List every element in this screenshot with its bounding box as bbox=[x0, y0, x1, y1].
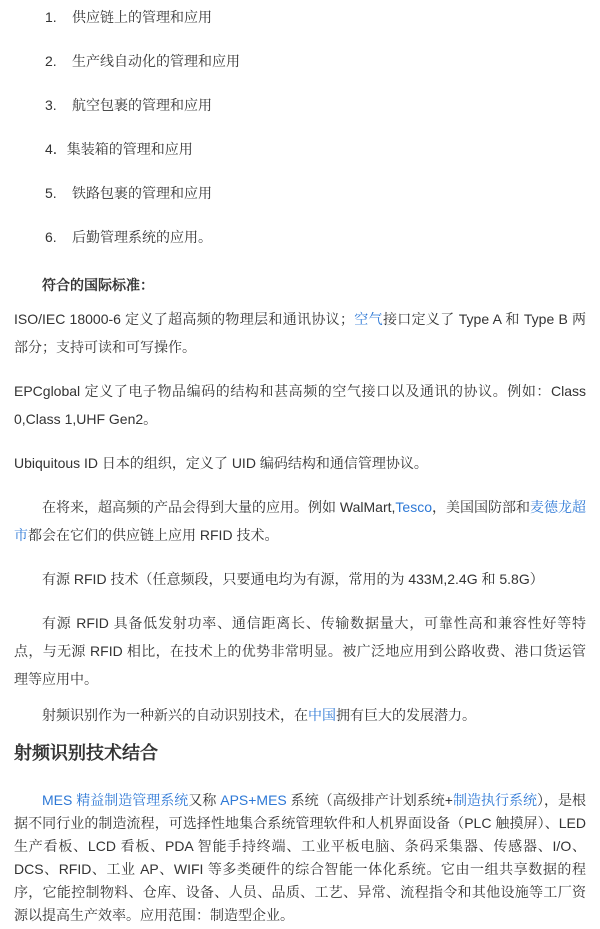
paragraph-iso-standard bbox=[14, 305, 586, 361]
potential-text-0: 射频识别作为一种新兴的自动识别技术，在 bbox=[42, 707, 308, 723]
link-metro-supermarket[interactable]: 麦德龙超市 bbox=[14, 499, 587, 543]
list-item-label: 集装箱的管理和应用 bbox=[66, 141, 193, 157]
list-number: 4． bbox=[45, 141, 67, 157]
list-item-3 bbox=[45, 97, 586, 113]
list-item-label: 铁路包裹的管理和应用 bbox=[72, 185, 212, 201]
paragraph-active-rfid-intro: 有源 RFID 技术（任意频段，只要通电均为有源，常用的为 433M,2.4G 和 5.8G） bbox=[42, 571, 544, 587]
link-mes-lean-manufacturing-system[interactable]: MES 精益制造管理系统 bbox=[42, 792, 189, 808]
list-number: 5. bbox=[45, 185, 57, 201]
paragraph-future-applications bbox=[14, 493, 586, 549]
list-number: 1. bbox=[45, 9, 57, 25]
paragraph-active-rfid-detail: 有源 RFID 具备低发射功率、通信距离长、传输数据量大，可靠性高和兼容性好等特点，与无源 RFID 相比，在技术上的优势非常明显。被广泛地应用到公路收费、港口货运管理等应用中。 bbox=[14, 615, 586, 687]
paragraph-ubiquitous-id: Ubiquitous ID 日本的组织，定义了 UID 编码结构和通信管理协议。 bbox=[14, 455, 428, 471]
list-item-label: 后勤管理系统的应用。 bbox=[72, 229, 212, 245]
list-item-label: 生产线自动化的管理和应用 bbox=[72, 53, 240, 69]
list-number: 2. bbox=[45, 53, 57, 69]
list-item-label: 供应链上的管理和应用 bbox=[72, 9, 212, 25]
link-aps-mes[interactable]: APS+MES bbox=[220, 792, 287, 808]
future-text-0: 在将来，超高频的产品会得到大量的应用。例如 WalMart, bbox=[42, 499, 396, 515]
standards-heading: 符合的国际标准： bbox=[42, 277, 154, 293]
link-china[interactable]: 中国 bbox=[308, 707, 336, 723]
link-air-interface[interactable]: 空气 bbox=[353, 311, 383, 327]
potential-text-1: 拥有巨大的发展潜力。 bbox=[336, 707, 476, 723]
list-number: 3. bbox=[45, 97, 57, 113]
mes-text-2: ），是根据不同行业的制造流程，可选择性地集合系统管理软件和人机界面设备（PLC 触摸屏）、LED 生产看板、LCD 看板、PDA 智能手持终端、工业平板电脑、条码采集器、传感器、I/O、DCS、RFID、工业 AP、WIFI 等多类硬件的综合智能一体化系统。它由一组共享数据的程序，它能控制物料、仓库、设备、人员、品质、工艺、异常、流程指令和其他设施等工厂资源以提高生产效率。应用范围：制造型企业。 bbox=[14, 792, 587, 923]
list-number: 6. bbox=[45, 229, 57, 245]
section-heading-rfid-combination: 射频识别技术结合 bbox=[14, 743, 158, 763]
list-item-4 bbox=[45, 141, 586, 157]
paragraph-mes-system bbox=[14, 789, 586, 927]
list-item-6 bbox=[45, 229, 586, 245]
iso-text-before: ISO/IEC 18000-6 定义了超高频的物理层和通讯协议； bbox=[14, 311, 354, 327]
iso-text-after: 接口定义了 Type A 和 Type B 两部分；支持可读和可写操作。 bbox=[14, 311, 586, 355]
list-item-label: 航空包裹的管理和应用 bbox=[72, 97, 212, 113]
list-item-1 bbox=[45, 9, 586, 25]
application-list bbox=[14, 9, 586, 245]
list-item-2 bbox=[45, 53, 586, 69]
paragraph-development-potential bbox=[14, 701, 586, 729]
list-item-5 bbox=[45, 185, 586, 201]
future-text-1: ，美国国防部和 bbox=[431, 499, 530, 515]
mes-text-1: 系统（高级排产计划系统+ bbox=[286, 792, 453, 808]
paragraph-epcglobal: EPCglobal 定义了电子物品编码的结构和甚高频的空气接口以及通讯的协议。例如：Class 0,Class 1,UHF Gen2。 bbox=[14, 383, 586, 427]
future-text-2: 都会在它们的供应链上应用 RFID 技术。 bbox=[28, 527, 279, 543]
link-manufacturing-execution-system[interactable]: 制造执行系统 bbox=[452, 792, 537, 808]
mes-text-0: 又称 bbox=[188, 792, 221, 808]
link-tesco[interactable]: Tesco bbox=[395, 499, 432, 515]
